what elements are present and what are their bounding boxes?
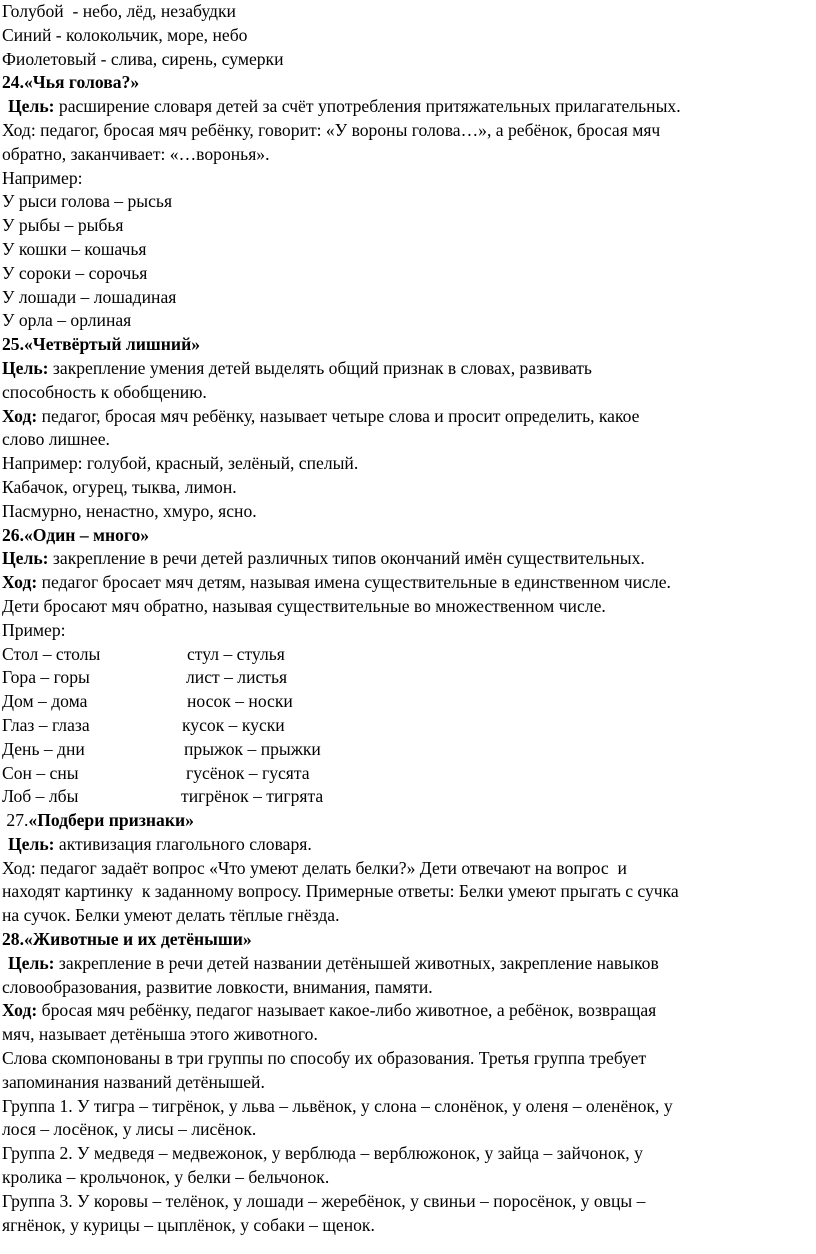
game-26-title: 26.«Один – много» <box>2 524 150 545</box>
intro-line: Голубой - небо, лёд, незабудки <box>2 1 236 21</box>
game-27-move-line: на сучок. Белки умеют делать тёплые гнёзда. <box>2 905 340 926</box>
game-26-goal: Цель: закрепление в речи детей различных типов окончаний имён существительных. <box>2 548 645 569</box>
pair-plural: прыжок – прыжки <box>184 738 321 759</box>
game-25-example: Пасмурно, ненастно, хмуро, ясно. <box>2 500 257 521</box>
game-27-title: 27.«Подбери признаки» <box>2 810 194 831</box>
word-pair <box>2 738 812 762</box>
intro-line: Фиолетовый - слива, сирень, сумерки <box>2 48 284 69</box>
word-pair <box>2 785 812 809</box>
game-26-example-label: Пример: <box>2 619 66 640</box>
game-27-move-line: находят картинку к заданному вопросу. Примерные ответы: Белки умеют прыгать с сучка <box>2 881 679 902</box>
game-25-goal-cont: способность к обобщению. <box>2 381 207 402</box>
pair-plural: лист – листья <box>186 667 288 688</box>
word-pair <box>2 643 812 667</box>
pair-singular: Дом – дома <box>2 691 88 712</box>
game-28-group-1: Группа 1. У тигра – тигрёнок, у льва – львёнок, у слона – слонёнок, у оленя – оленёнок, у <box>2 1095 673 1116</box>
pair-singular: Лоб – лбы <box>2 786 79 807</box>
game-27-move-line: Ход: педагог задаёт вопрос «Что умеют делать белки?» Дети отвечают на вопрос и <box>2 857 627 878</box>
game-28-group-2: кролика – крольчонок, у белки – бельчонок. <box>2 1167 330 1188</box>
game-25-example: Например: голубой, красный, зелёный, спелый. <box>2 453 359 474</box>
word-pair <box>2 666 812 690</box>
intro-line: Синий - колокольчик, море, небо <box>2 24 248 45</box>
game-24-goal: Цель: расширение словаря детей за счёт употребления притяжательных прилагательных. <box>8 96 681 117</box>
game-24-example: У сороки – сорочья <box>2 262 148 283</box>
game-28-goal-cont: словообразования, развитие ловкости, внимания, памяти. <box>2 976 433 997</box>
pair-singular: Стол – столы <box>2 643 101 664</box>
pair-singular: День – дни <box>2 738 85 759</box>
pair-singular: Гора – горы <box>2 667 90 688</box>
game-24-example: У кошки – кошачья <box>2 238 147 259</box>
game-26-move-cont: Дети бросают мяч обратно, называя существительные во множественном числе. <box>2 595 606 616</box>
word-pair <box>2 762 812 786</box>
game-28-note: Слова скомпонованы в три группы по способу их образования. Третья группа требует <box>2 1048 647 1069</box>
game-28-move-cont: мяч, называет детёныша этого животного. <box>2 1024 318 1045</box>
game-26-move: Ход: педагог бросает мяч детям, называя имена существительные в единственном числе. <box>2 572 671 593</box>
pair-plural: гусёнок – гусята <box>186 762 310 783</box>
game-28-group-2: Группа 2. У медведя – медвежонок, у верблюда – верблюжонок, у зайца – зайчонок, у <box>2 1143 643 1164</box>
game-24-example-label: Например: <box>2 167 83 188</box>
game-28-group-1: лося – лосёнок, у лисы – лисёнок. <box>2 1119 257 1140</box>
game-24-example: У рыбы – рыбья <box>2 215 124 236</box>
game-24-title: 24.«Чья голова?» <box>2 72 140 93</box>
game-25-example: Кабачок, огурец, тыква, лимон. <box>2 476 237 497</box>
game-24-move-line: Ход: педагог, бросая мяч ребёнку, говорит: «У вороны голова…», а ребёнок, бросая мяч <box>2 119 661 140</box>
pair-plural: кусок – куски <box>182 714 285 735</box>
game-24-example: У лошади – лошадиная <box>2 286 177 307</box>
game-24-example: У рыси голова – рысья <box>2 191 173 212</box>
game-25-move: Ход: педагог, бросая мяч ребёнку, называет четыре слова и просит определить, какое <box>2 405 640 426</box>
word-pair <box>2 690 812 714</box>
game-28-note: запоминания названий детёнышей. <box>2 1071 265 1092</box>
pair-singular: Сон – сны <box>2 762 79 783</box>
game-28-title: 28.«Животные и их детёныши» <box>2 929 252 950</box>
game-27-goal: Цель: активизация глагольного словаря. <box>8 833 312 854</box>
game-25-move-cont: слово лишнее. <box>2 429 110 450</box>
game-28-group-3: ягнёнок, у курицы – цыплёнок, у собаки – щенок. <box>2 1214 375 1235</box>
pair-singular: Глаз – глаза <box>2 714 90 735</box>
game-25-goal: Цель: закрепление умения детей выделять общий признак в словах, развивать <box>2 357 592 378</box>
game-24-move-line: обратно, заканчивает: «…воронья». <box>2 143 270 164</box>
word-pair <box>2 714 812 738</box>
game-28-move: Ход: бросая мяч ребёнку, педагог называет какое-либо животное, а ребёнок, возвращая <box>2 1000 657 1021</box>
pair-plural: носок – носки <box>187 691 293 712</box>
game-25-title: 25.«Четвёртый лишний» <box>2 334 200 355</box>
game-26-pairs <box>2 643 812 810</box>
game-28-group-3: Группа 3. У коровы – телёнок, у лошади – жеребёнок, у свиньи – поросёнок, у овцы – <box>2 1190 646 1211</box>
game-24-example: У орла – орлиная <box>2 310 132 331</box>
pair-plural: тигрёнок – тигрята <box>181 786 324 807</box>
game-28-goal: Цель: закрепление в речи детей названии детёнышей животных, закрепление навыков <box>8 952 659 973</box>
pair-plural: стул – стулья <box>187 643 285 664</box>
